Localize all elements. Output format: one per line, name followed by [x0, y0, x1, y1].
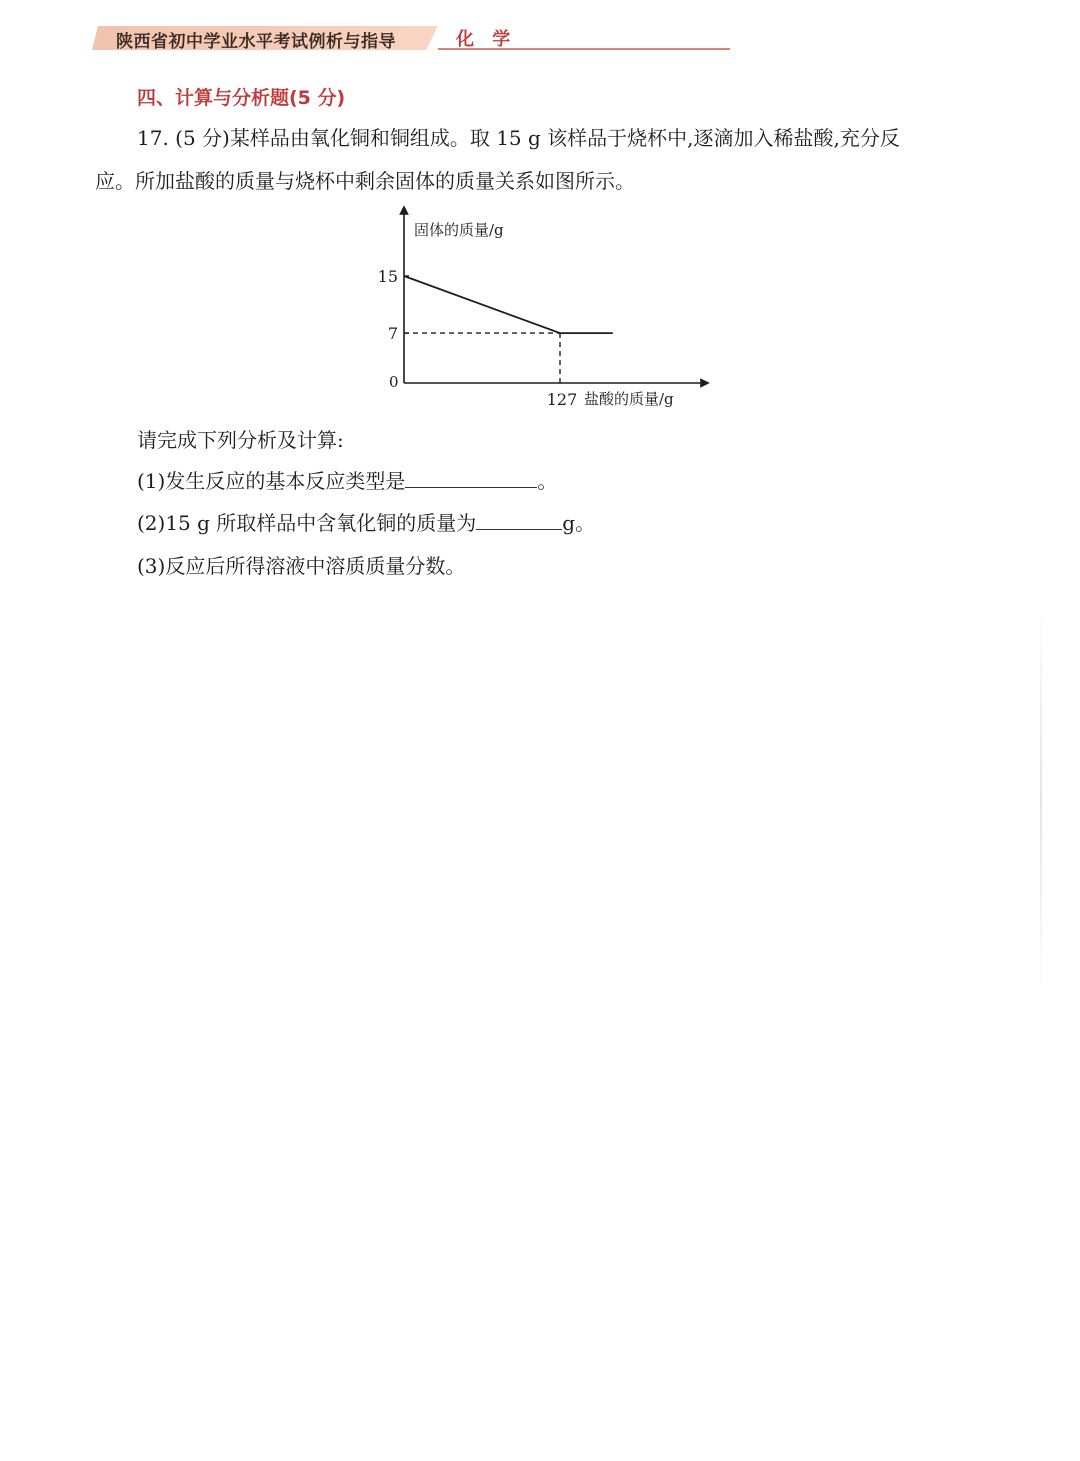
- subquestion-1: [137, 467, 557, 495]
- subquestion-1-suffix: 。: [537, 469, 558, 493]
- series-line: [404, 276, 613, 333]
- answer-blank-1[interactable]: [405, 467, 537, 488]
- header-subject: 化 学: [456, 29, 517, 50]
- y-tick-label-7: 7: [387, 324, 398, 344]
- x-axis-label: 盐酸的质量/g: [584, 390, 674, 408]
- subquestion-2-text: (2)15 g 所取样品中含氧化铜的质量为: [137, 511, 477, 535]
- subquestion-2-suffix: g。: [562, 511, 596, 535]
- mass-chart-svg: [360, 200, 720, 420]
- answer-blank-2[interactable]: [476, 509, 562, 530]
- subquestion-2: [137, 509, 595, 537]
- x-tick-label-127: 127: [546, 390, 578, 409]
- origin-label: 0: [389, 373, 399, 391]
- y-axis-label: 固体的质量/g: [414, 221, 504, 239]
- mass-chart: [360, 200, 720, 420]
- subquestion-3: (3)反应后所得溶液中溶质质量分数。: [137, 554, 466, 578]
- y-tick-label-15: 15: [377, 267, 398, 286]
- question-stem-line-1: 17. (5 分)某样品由氧化铜和铜组成。取 15 g 该样品于烧杯中,逐滴加入稀盐酸,充分反: [137, 126, 900, 150]
- scan-edge-artifact: [1040, 600, 1042, 1000]
- subquestion-1-text: (1)发生反应的基本反应类型是: [137, 469, 406, 493]
- instruction-text: 请完成下列分析及计算:: [137, 428, 344, 452]
- header-book-title: 陕西省初中学业水平考试例析与指导: [116, 32, 396, 52]
- section-heading: 四、计算与分析题(5 分): [137, 87, 346, 109]
- question-stem-line-2: 应。所加盐酸的质量与烧杯中剩余固体的质量关系如图所示。: [95, 169, 635, 193]
- page-header: [92, 24, 732, 54]
